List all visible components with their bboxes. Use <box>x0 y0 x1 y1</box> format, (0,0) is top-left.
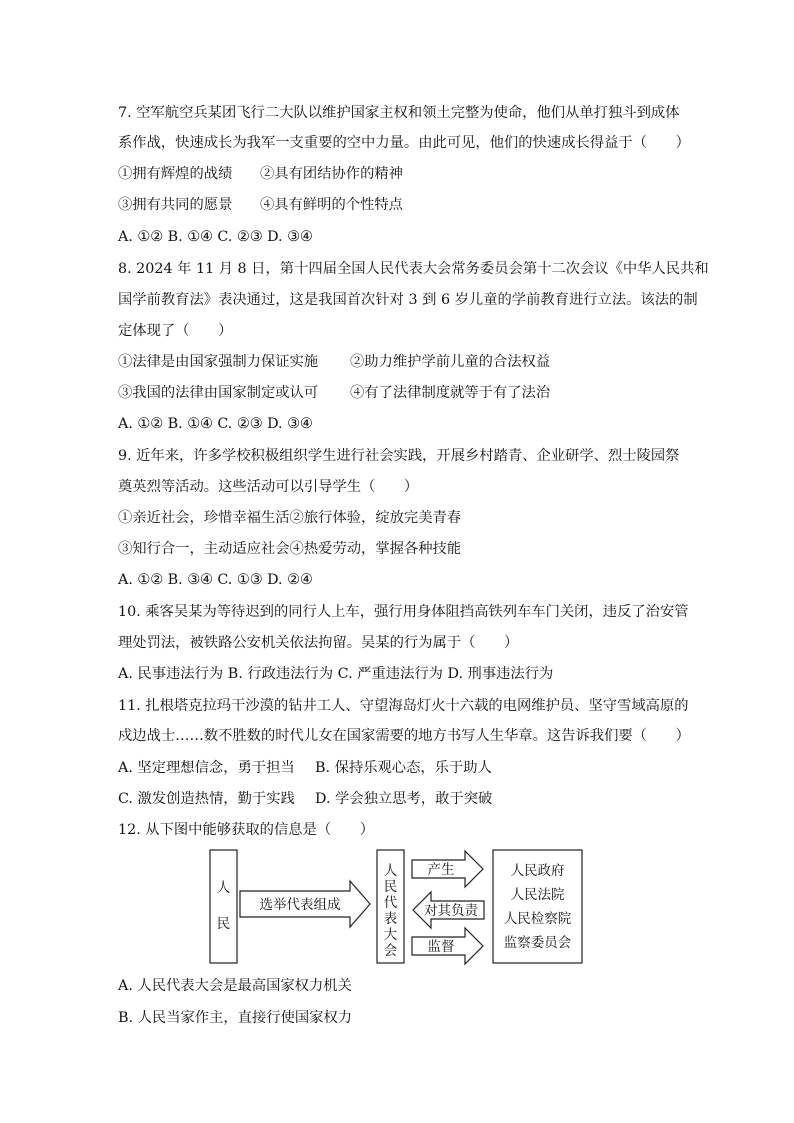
q7-statement-2: ②具有团结协作的精神 <box>260 166 403 182</box>
state-organ-court: 人民法院 <box>510 887 565 903</box>
congress-char-3: 代 <box>383 895 398 911</box>
state-organ-government: 人民政府 <box>510 863 565 879</box>
people-box <box>210 850 237 963</box>
q7-choices: A. ①② B. ①④ C. ②③ D. ③④ <box>118 229 313 245</box>
q8-statement-3: ③我国的法律由国家制定或认可 <box>118 385 319 401</box>
q7-statement-1: ①拥有辉煌的战绩 <box>118 166 233 182</box>
supervise-arrow-label: 监督 <box>427 939 455 955</box>
q11-option-b: B. 保持乐观心态，乐于助人 <box>315 760 492 776</box>
elect-arrow-label: 选举代表组成 <box>259 897 341 913</box>
q8-line-1: 8. 2024 年 11 月 8 日，第十四届全国人民代表大会常务委员会第十二次会议《中华人民共和 <box>118 261 709 277</box>
q12-line-1: 12. 从下图中能够获取的信息是（ ） <box>118 822 375 838</box>
congress-char-4: 表 <box>383 911 398 927</box>
q11-option-a: A. 坚定理想信念，勇于担当 <box>118 760 295 776</box>
q8-line-2: 国学前教育法》表决通过，这是我国首次针对 3 到 6 岁儿童的学前教育进行立法。该法的制 <box>118 292 698 308</box>
q10-line-2: 理处罚法，被铁路公安机关依法拘留。吴某的行为属于（ ） <box>118 635 519 651</box>
q7-statement-4: ④具有鲜明的个性特点 <box>260 197 403 213</box>
q7-statement-3: ③拥有共同的愿景 <box>118 197 233 213</box>
people-box-char-1: 人 <box>216 880 231 896</box>
people-box-char-2: 民 <box>216 916 231 932</box>
q10-line-1: 10. 乘客吴某为等待迟到的同行人上车，强行用身体阻挡高铁列车车门关闭，违反了治安管 <box>118 604 689 620</box>
state-organ-procuratorate: 人民检察院 <box>503 911 572 927</box>
q8-line-3: 定体现了（ ） <box>118 323 233 339</box>
q11-option-c: C. 激发创造热情，勤于实践 <box>118 791 295 807</box>
q11-option-d: D. 学会独立思考，敢于突破 <box>315 791 493 807</box>
q11-line-1: 11. 扎根塔克拉玛干沙漠的钻井工人、守望海岛灯火十六载的电网维护员、坚守雪域高原的 <box>118 698 689 714</box>
q9-statement-row-2: ③知行合一，主动适应社会④热爱劳动，掌握各种技能 <box>118 541 462 557</box>
q9-line-2: 奠英烈等活动。这些活动可以引导学生（ ） <box>118 479 419 495</box>
responsible-arrow-label: 对其负责 <box>424 903 478 919</box>
q7-line-2: 系作战，快速成长为我军一支重要的空中力量。由此可见，他们的快速成长得益于（ ） <box>118 135 690 151</box>
q11-line-2: 戍边战士……数不胜数的时代儿女在国家需要的地方书写人生华章。这告诉我们要（ ） <box>118 728 690 744</box>
state-organ-supervision: 监察委员会 <box>503 935 572 951</box>
q12-option-a: A. 人民代表大会是最高国家权力机关 <box>118 978 352 994</box>
q8-statement-4: ④有了法律制度就等于有了法治 <box>350 385 551 401</box>
produce-arrow-label: 产生 <box>427 862 455 878</box>
congress-char-2: 民 <box>383 879 398 895</box>
q8-choices: A. ①② B. ①④ C. ②③ D. ③④ <box>118 416 313 432</box>
q8-statement-2: ②助力维护学前儿童的合法权益 <box>350 354 551 370</box>
q10-choices: A. 民事违法行为 B. 行政违法行为 C. 严重违法行为 D. 刑事违法行为 <box>118 666 554 682</box>
q9-line-1: 9. 近年来，许多学校积极组织学生进行社会实践，开展乡村踏青、企业研学、烈士陵园祭 <box>118 448 680 464</box>
q9-statement-row-1: ①亲近社会，珍惜幸福生活②旅行体验，绽放完美青春 <box>118 510 462 526</box>
congress-char-1: 人 <box>383 863 398 879</box>
q9-choices: A. ①② B. ③④ C. ①③ D. ②④ <box>118 572 313 588</box>
q8-statement-1: ①法律是由国家强制力保证实施 <box>118 354 319 370</box>
q7-line-1: 7. 空军航空兵某团飞行二大队以维护国家主权和领土完整为使命，他们从单打独斗到成体 <box>118 105 680 121</box>
q12-option-b: B. 人民当家作主，直接行使国家权力 <box>118 1010 353 1026</box>
congress-char-5: 大 <box>383 927 398 943</box>
congress-char-6: 会 <box>383 943 398 959</box>
